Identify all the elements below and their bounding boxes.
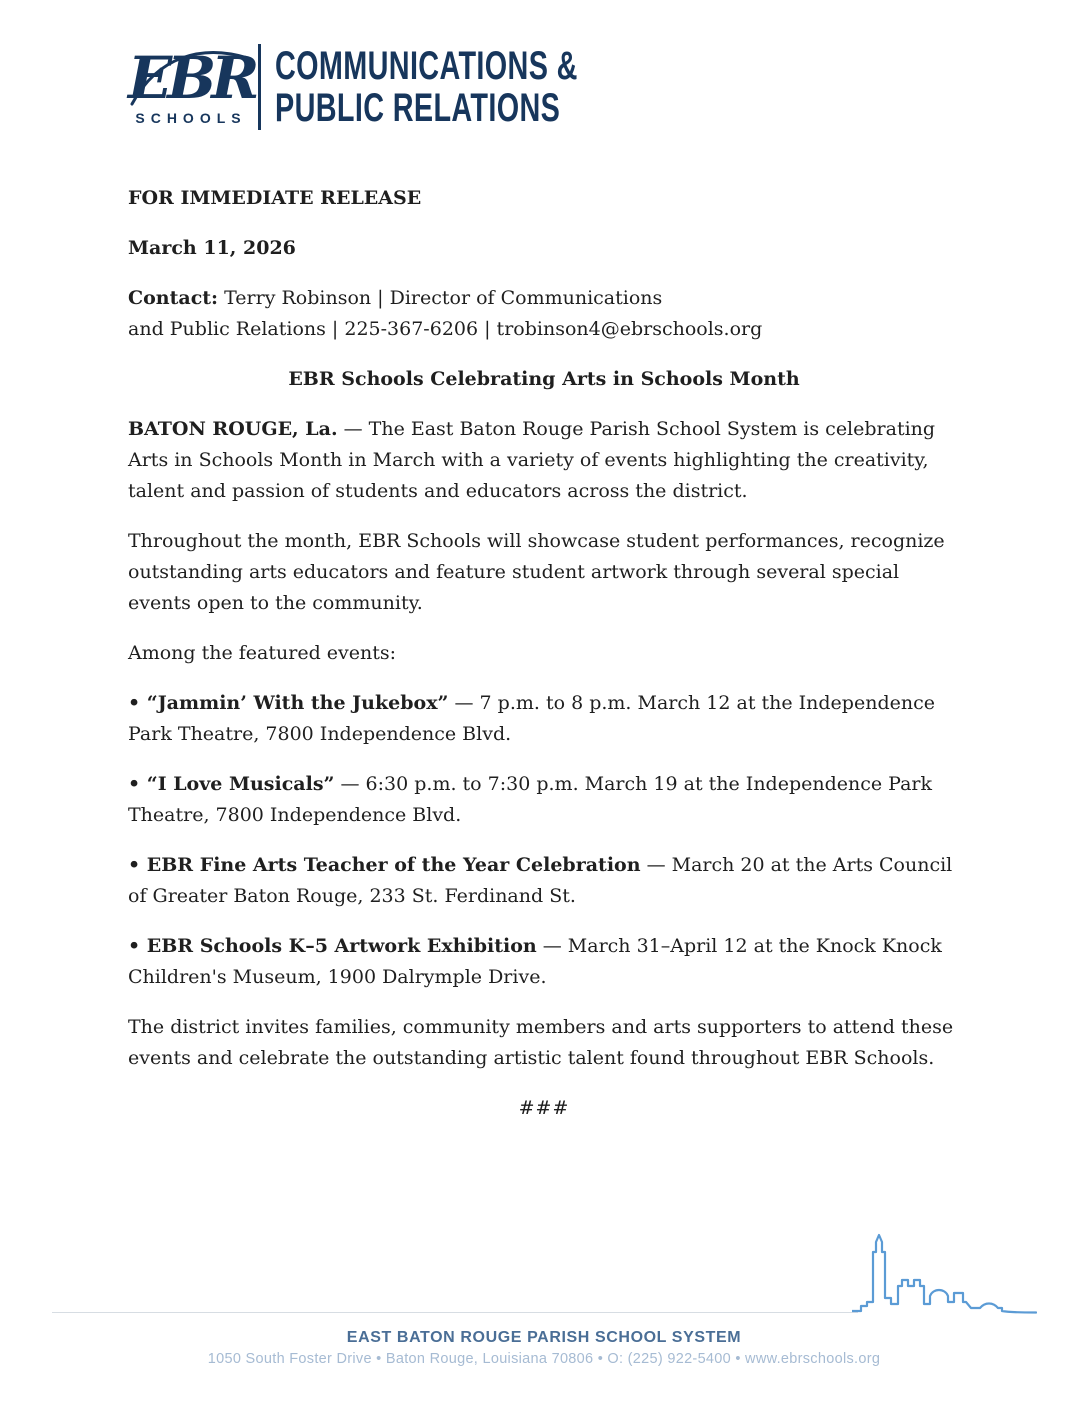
end-mark: ### (518, 1097, 570, 1119)
release-date: March 11, 2026 (128, 237, 296, 259)
event-3-title: • EBR Fine Arts Teacher of the Year Celebration (128, 854, 641, 876)
event-bullet-2 (128, 769, 960, 831)
ebr-monogram: EBR (128, 44, 255, 112)
logo-lockup (128, 44, 696, 130)
event-bullet-3 (128, 850, 960, 912)
release-slug: FOR IMMEDIATE RELEASE (128, 187, 422, 209)
body-paragraph-1: Throughout the month, EBR Schools will showcase student performances, recognize outstanding arts educators and feature student artwork through several special events open to the community. (128, 530, 945, 614)
press-release-body (128, 183, 960, 1143)
event-1-title: • “Jammin’ With the Jukebox” (128, 692, 449, 714)
event-4-details: — March 31–April 12 at the Knock Knock Children's Museum, 1900 Dalrymple Drive. (128, 935, 942, 988)
lede-paragraph (128, 414, 960, 507)
event-bullet-4 (128, 931, 960, 993)
dateline: BATON ROUGE, La. (128, 418, 338, 440)
logo-dept-line1: COMMUNICATIONS & (275, 44, 578, 88)
lede-text: — The East Baton Rouge Parish School System is celebrating Arts in Schools Month in March with a variety of events highlighting the creativity, talent and passion of students and educators across the district. (128, 418, 936, 502)
contact-block (128, 283, 960, 345)
event-3-details: — March 20 at the Arts Council of Greater Baton Rouge, 233 St. Ferdinand St. (128, 854, 953, 907)
footer-address-line: 1050 South Foster Drive • Baton Rouge, Louisiana 70806 • O: (225) 922-5400 • www.ebrschools.org (207, 1351, 881, 1367)
event-bullet-1 (128, 688, 960, 750)
events-intro: Among the featured events: (128, 642, 397, 664)
event-2-details: — 6:30 p.m. to 7:30 p.m. March 19 at the Independence Park Theatre, 7800 Independence Blvd. (128, 773, 933, 826)
contact-line-2: and Public Relations | 225-367-6206 | trobinson4@ebrschools.org (128, 318, 763, 340)
ebr-schools-logo (128, 44, 255, 126)
closing-paragraph: The district invites families, community members and arts supporters to attend these events and celebrate the outstanding artistic talent found throughout EBR Schools. (128, 1016, 954, 1069)
footer-organization-name: EAST BATON ROUGE PARISH SCHOOL SYSTEM (346, 1329, 742, 1346)
contact-label: Contact: (128, 287, 219, 309)
event-4-title: • EBR Schools K–5 Artwork Exhibition (128, 935, 537, 957)
headline: EBR Schools Celebrating Arts in Schools Month (288, 368, 800, 390)
logo-divider (258, 44, 261, 130)
logo-dept-line2: PUBLIC RELATIONS (275, 86, 561, 130)
contact-name-title: Terry Robinson | Director of Communications (218, 287, 663, 309)
baton-rouge-skyline-graphic (852, 1230, 1037, 1314)
logo-schools-label: SCHOOLS (135, 110, 247, 126)
logo-department-name (275, 45, 696, 129)
event-2-title: • “I Love Musicals” (128, 773, 335, 795)
contact-line-1 (128, 283, 960, 314)
footer-divider-line (52, 1312, 858, 1313)
event-1-details: — 7 p.m. to 8 p.m. March 12 at the Independence Park Theatre, 7800 Independence Blvd. (128, 692, 935, 745)
